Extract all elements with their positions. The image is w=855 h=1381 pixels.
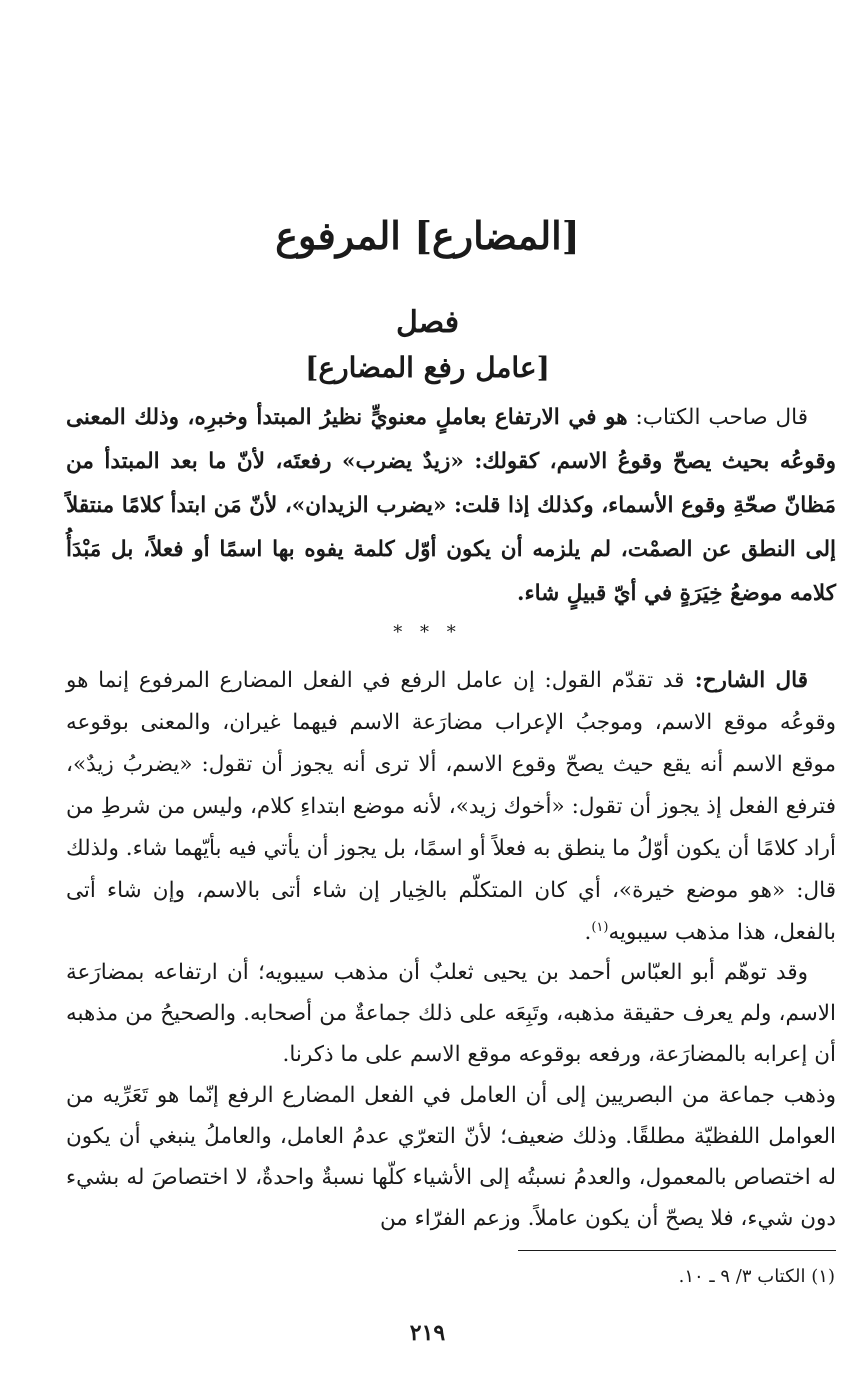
footnote-divider: [518, 1250, 836, 1251]
commentary-speaker: قال الشارح:: [684, 668, 808, 693]
commentary-p2-part1: وقد توهّم أبو العبّاس أحمد بن يحيى ثعلبٌ أن مذهب سيبويه؛ أن ارتفاعه بمضارَعة الاسم، ولم يعرف حقيقة مذهبه، وتَبِعَه على ذلك جماعةٌ من أصحابه. والصحيحُ من مذهبه أن إعرابه بالمضارَعة، ورفعه بوقوعه موقع الاسم على ما ذكرنا.: [66, 960, 836, 1067]
commentary-paragraph-1: [66, 660, 836, 954]
footnote-reference: (١): [591, 919, 609, 935]
matn-text: هو في الارتفاع بعاملٍ معنويٍّ نظيرُ المبتدأ وخبرِه، وذلك المعنى وقوعُه بحيث يصحّ وقوعُ الاسم، كقولك: «زيدٌ يضرب» رفعتَه، لأنّ ما بعد المبتدأ من مَظانّ صحّةِ وقوع الأسماء، وكذلك إذا قلت: «يضرب الزيدان»، لأنّ مَن ابتدأ كلامًا منتقلاً إلى النطق عن الصمْت، لم يلزمه أن يكون أوّل كلمة يفوه بها اسمًا أو فعلاً، بل مَبْدَأُ كلامه موضعُ خِيَرَةٍ في أيّ قبيلٍ شاء.: [66, 405, 836, 606]
matn-paragraph: [66, 396, 836, 616]
section-subtitle: [عامل رفع المضارع]: [305, 351, 550, 384]
commentary-p2-part2: وذهب جماعة من البصريين إلى أن العامل في الفعل المضارع الرفع إنّما هو تَعَرِّيه من العوامل اللفظيّة مطلقًا. وذلك ضعيف؛ لأنّ التعرّي عدمُ العامل، والعاملُ ينبغي أن يكون له اختصاص بالمعمول، والعدمُ نسبتُه إلى الأشياء كلّها نسبةٌ واحدةٌ، لا اختصاصَ له بشيء دون شيء، فلا يصحّ أن يكون عاملاً. وزعم الفرّاء من: [66, 1083, 836, 1231]
section-separator: * * *: [393, 622, 462, 643]
commentary-end: .: [584, 920, 592, 945]
section-title: فصل: [395, 305, 460, 340]
commentary-paragraph-2: [66, 952, 836, 1239]
commentary-text: قد تقدّم القول: إن عامل الرفع في الفعل المضارع المرفوع إنما هو وقوعُه موقع الاسم، وموجبُ الإعراب مضارَعة الاسم فيهما غيران، والمعنى بوقوعه موقع الاسم أنه يقع حيث يصحّ وقوع الاسم، ألا ترى أنه يجوز أن تقول: «يضربُ زيدٌ»، فترفع الفعل إذ يجوز أن تقول: «أخوك زيد»، لأنه موضع ابتداءِ كلام، وليس من شرطِ من أراد كلامًا أن يكون أوّلُ ما ينطق به فعلاً أو اسمًا، بل يجوز أن يأتي فيه بأيّهما شاء. ولذلك قال: «هو موضع خيرة»، أي كان المتكلّم بالخِيار إن شاء أتى بالاسم، وإن شاء أتى بالفعل، هذا مذهب سيبويه: [66, 668, 836, 945]
page-number: ٢١٩: [409, 1320, 446, 1346]
matn-lead: قال صاحب الكتاب:: [627, 405, 808, 430]
chapter-title: [المضارع] المرفوع: [275, 213, 580, 258]
footnote: (١) الكتاب ٣/ ٩ ـ ١٠.: [678, 1266, 835, 1287]
